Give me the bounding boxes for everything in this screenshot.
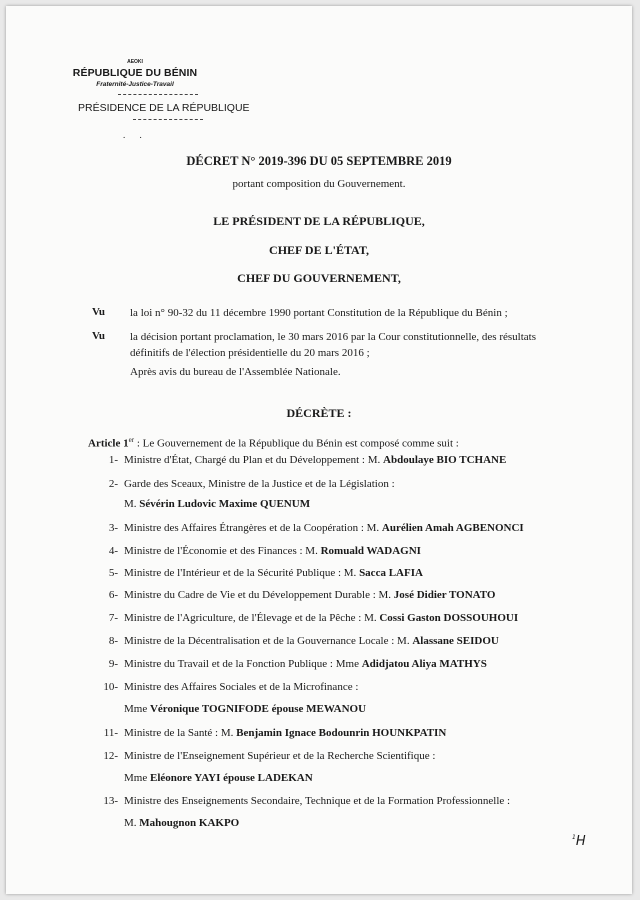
visa-text xyxy=(130,305,570,321)
page-initials xyxy=(572,834,586,849)
initial-mark: H xyxy=(575,834,586,849)
visa-key: Vu xyxy=(92,330,106,342)
minister-name: Benjamin Ignace Bodounrin HOUNKPATIN xyxy=(236,727,447,739)
minister-entry xyxy=(124,772,313,784)
minister-role: Ministre de l'Intérieur et de la Sécurité Publique : M. xyxy=(124,567,360,579)
minister-title: M. xyxy=(124,498,140,510)
minister-entry xyxy=(124,681,358,693)
national-motto: Fraternité-Justice-Travail xyxy=(96,81,174,88)
article-text: : Le Gouvernement de la République du Bénin est composé comme suit : xyxy=(134,437,459,450)
visa-key: Vu xyxy=(92,306,106,318)
minister-name: Aurélien Amah AGBENONCI xyxy=(381,522,524,534)
minister-role: Ministre de la Santé : M. xyxy=(124,727,237,739)
minister-entry xyxy=(124,498,310,510)
minister-number: 13- xyxy=(103,795,118,807)
minister-role: Ministre du Cadre de Vie et du Développement Durable : M. xyxy=(124,589,394,601)
minister-number: 10- xyxy=(103,681,118,693)
minister-name: Sacca LAFIA xyxy=(359,567,423,579)
minister-entry xyxy=(124,454,506,466)
country-name: RÉPUBLIQUE DU BÉNIN xyxy=(72,67,198,79)
minister-entry xyxy=(124,478,395,490)
minister-role: Ministre du Travail et de la Fonction Publique : Mme xyxy=(124,658,362,670)
minister-entry xyxy=(124,658,487,670)
document-page xyxy=(6,6,632,894)
minister-entry xyxy=(124,795,510,807)
minister-name: Alassane SEIDOU xyxy=(412,635,499,647)
minister-name: José Didier TONATO xyxy=(393,589,496,601)
minister-number: 6- xyxy=(108,589,118,601)
minister-number: 1- xyxy=(108,454,118,466)
minister-number: 7- xyxy=(108,612,118,624)
minister-number: 2- xyxy=(108,478,118,490)
visa-line: la loi n° 90-32 du 11 décembre 1990 portant Constitution de la République du Bénin ; xyxy=(130,307,508,319)
minister-entry xyxy=(124,703,366,715)
minister-number: 9- xyxy=(108,658,118,670)
minister-entry xyxy=(124,817,239,829)
header-dots: . . xyxy=(123,130,148,140)
authority-line: LE PRÉSIDENT DE LA RÉPUBLIQUE, xyxy=(213,214,425,228)
article-label: Article 1 xyxy=(88,437,129,450)
minister-role: Ministre des Affaires Sociales et de la Microfinance : xyxy=(124,681,359,693)
authority-line: CHEF DE L'ÉTAT, xyxy=(269,243,369,257)
minister-role: Ministre des Enseignements Secondaire, Technique et de la Formation Professionnelle : xyxy=(124,795,511,807)
minister-name: Mahougnon KAKPO xyxy=(139,817,240,829)
article-sup: er xyxy=(128,436,135,444)
minister-entry xyxy=(124,589,495,601)
header-divider xyxy=(133,119,203,120)
minister-role: Ministre de l'Agriculture, de l'Élevage et de la Pêche : M. xyxy=(124,612,380,624)
minister-name: Abdoulaye BIO TCHANE xyxy=(383,454,507,466)
visa-text xyxy=(130,329,570,361)
article-1 xyxy=(88,436,459,450)
decree-subtitle: portant composition du Gouvernement. xyxy=(232,178,406,190)
minister-name: Eléonore YAYI épouse LADEKAN xyxy=(149,772,313,784)
minister-entry xyxy=(124,612,518,624)
decrete-heading: DÉCRÈTE : xyxy=(286,406,352,420)
minister-entry xyxy=(124,545,421,557)
minister-role: Ministre des Affaires Étrangères et de la Coopération : M. xyxy=(124,522,382,534)
page-number: 1 xyxy=(572,834,576,841)
minister-role: Ministre de l'Enseignement Supérieur et de la Recherche Scientifique : xyxy=(124,750,436,762)
visa-line: la décision portant proclamation, le 30 mars 2016 par la Cour constitutionnelle, des résultats xyxy=(130,331,536,343)
logo-text: AEOKI xyxy=(127,59,143,65)
minister-number: 4- xyxy=(108,545,118,557)
minister-entry xyxy=(124,635,499,647)
minister-entry xyxy=(124,727,446,739)
header-divider xyxy=(118,94,198,95)
minister-entry xyxy=(124,522,524,534)
minister-title: M. xyxy=(124,817,140,829)
minister-number: 3- xyxy=(108,522,118,534)
minister-name: Sévérin Ludovic Maxime QUENUM xyxy=(139,498,311,510)
minister-number: 11- xyxy=(103,727,118,739)
authority-line: CHEF DU GOUVERNEMENT, xyxy=(237,271,401,285)
minister-title: Mme xyxy=(124,772,150,784)
minister-number: 12- xyxy=(103,750,118,762)
minister-name: Véronique TOGNIFODE épouse MEWANOU xyxy=(149,703,367,715)
minister-role: Ministre de l'Économie et des Finances : M. xyxy=(124,545,321,557)
apres-avis: Après avis du bureau de l'Assemblée Nationale. xyxy=(130,366,341,378)
minister-entry xyxy=(124,750,435,762)
minister-role: Ministre de la Décentralisation et de la Gouvernance Locale : M. xyxy=(124,635,413,647)
minister-name: Adidjatou Aliya MATHYS xyxy=(361,658,487,670)
minister-role: Ministre d'État, Chargé du Plan et du Développement : M. xyxy=(124,454,384,466)
institution-name: PRÉSIDENCE DE LA RÉPUBLIQUE xyxy=(78,102,250,114)
minister-title: Mme xyxy=(124,703,150,715)
minister-number: 8- xyxy=(108,635,118,647)
minister-role: Garde des Sceaux, Ministre de la Justice et de la Législation : xyxy=(124,478,395,490)
visa-line: définitifs de l'élection présidentielle du 20 mars 2016 ; xyxy=(130,347,370,359)
minister-name: Romuald WADAGNI xyxy=(320,545,421,557)
minister-name: Cossi Gaston DOSSOUHOUI xyxy=(379,612,519,624)
minister-number: 5- xyxy=(108,567,118,579)
minister-entry xyxy=(124,567,423,579)
decree-title: DÉCRET N° 2019-396 DU 05 SEPTEMBRE 2019 xyxy=(186,154,452,168)
